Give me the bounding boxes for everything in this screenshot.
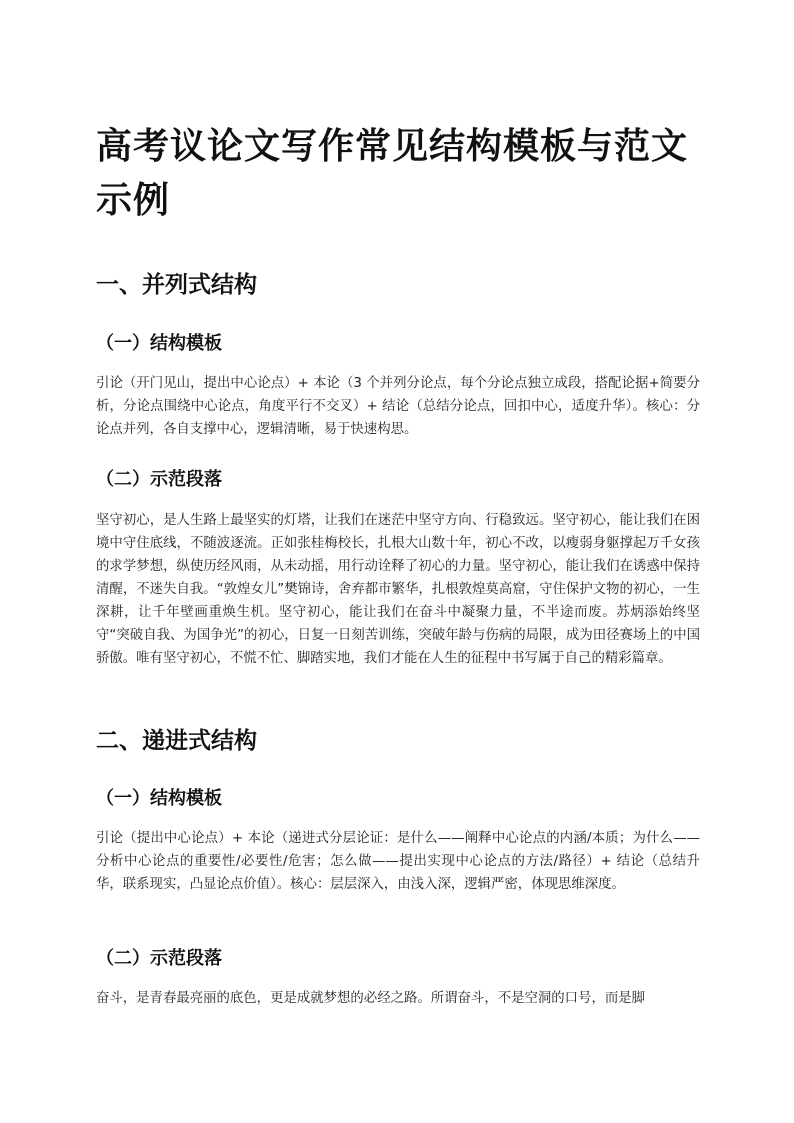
- section-2-heading: 二、递进式结构: [96, 728, 257, 754]
- document-title: 高考议论文写作常见结构模板与范文示例: [96, 126, 689, 221]
- section-2-sample-text: 奋斗，是青春最亮丽的底色，更是成就梦想的必经之路。所谓奋斗，不是空洞的口号，而是脚: [96, 991, 646, 1006]
- section-1-sample-text: 坚守初心，是人生路上最坚实的灯塔，让我们在迷茫中坚守方向、行稳致远。坚守初心，能让我们在困境中守住底线，不随波逐流。正如张桂梅校长，扎根大山数十年，初心不改，以瘦弱身躯撑起万千女孩的求学梦想，纵使历经风雨，从未动摇，用行动诠释了初心的力量。坚守初心，能让我们在诱惑中保持清醒，不迷失自我。“敦煌女儿”樊锦诗，舍弃都市繁华，扎根敦煌莫高窟，守住保护文物的初心，一生深耕，让千年壁画重焕生机。坚守初心，能让我们在奋斗中凝聚力量，不半途而废。苏炳添始终坚守“突破自我、为国争光”的初心，日复一日刻苦训练，突破年龄与伤病的局限，成为田径赛场上的中国骄傲。唯有坚守初心，不慌不忙、脚踏实地，我们才能在人生的征程中书写属于自己的精彩篇章。: [96, 513, 700, 666]
- section-2-template-text: 引论（提出中心论点）+ 本论（递进式分层论证：是什么——阐释中心论点的内涵/本质；为什么——分析中心论点的重要性/必要性/危害；怎么做——提出实现中心论点的方法/路径）+ 结论（总结升华，联系现实，凸显论点价值）。核心：层层深入，由浅入深，逻辑严密，体现思维深度。: [96, 831, 700, 892]
- section-2-template-heading: （一）结构模板: [96, 788, 222, 809]
- section-1-heading: 一、并列式结构: [96, 272, 257, 298]
- section-1-template-heading: （一）结构模板: [96, 333, 222, 354]
- section-1-template-text: 引论（开门见山，提出中心论点）+ 本论（3 个并列分论点，每个分论点独立成段，搭配论据+简要分析，分论点围绕中心论点，角度平行不交叉）+ 结论（总结分论点，回扣中心，适度升华）。核心：分论点并列，各自支撑中心，逻辑清晰，易于快速构思。: [96, 376, 700, 437]
- section-2-sample-heading: （二）示范段落: [96, 948, 222, 969]
- section-1-sample-heading: （二）示范段落: [96, 469, 222, 490]
